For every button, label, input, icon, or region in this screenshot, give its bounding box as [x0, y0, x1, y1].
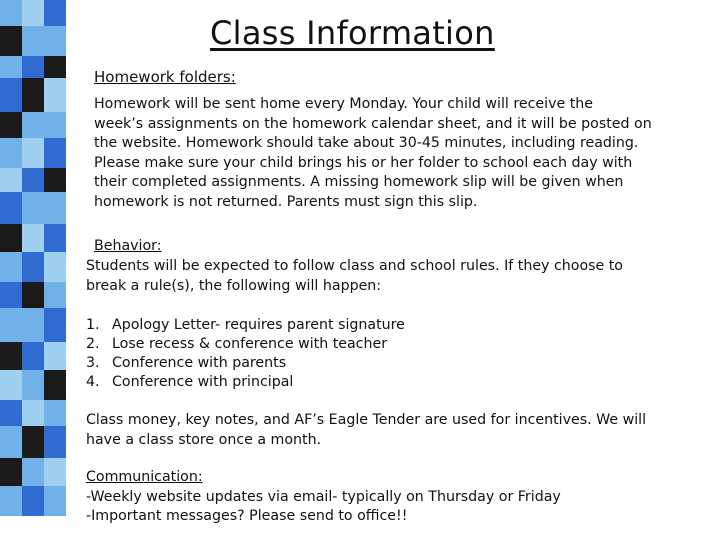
- strip-block: [22, 224, 44, 252]
- strip-block: [22, 486, 44, 516]
- strip-block: [44, 78, 66, 112]
- strip-block: [44, 458, 66, 486]
- strip-block: [0, 192, 22, 224]
- behavior-line: Students will be expected to follow class and school rules. If they choose to: [86, 258, 623, 274]
- behavior-heading: Behavior:: [94, 238, 162, 254]
- strip-block: [44, 56, 66, 78]
- homework-line: homework is not returned. Parents must sign this slip.: [94, 193, 478, 210]
- strip-block: [0, 56, 22, 78]
- homework-heading: Homework folders:: [94, 68, 236, 86]
- strip-block: [22, 78, 44, 112]
- consequences-list: [86, 316, 405, 392]
- strip-block: [44, 168, 66, 192]
- strip-block: [22, 426, 44, 458]
- strip-block: [0, 486, 22, 516]
- strip-block: [44, 400, 66, 426]
- strip-block: [22, 308, 44, 342]
- homework-line: week’s assignments on the homework calendar sheet, and it will be posted on: [94, 115, 652, 132]
- strip-block: [22, 252, 44, 282]
- strip-block: [44, 224, 66, 252]
- list-number: 4.: [86, 374, 100, 390]
- communication-line: -Important messages? Please send to office!!: [86, 508, 408, 524]
- homework-line: the website. Homework should take about 30-45 minutes, including reading.: [94, 135, 639, 151]
- strip-block: [0, 224, 22, 252]
- strip-block: [0, 400, 22, 426]
- communication-line: -Weekly website updates via email- typically on Thursday or Friday: [86, 488, 561, 505]
- strip-block: [22, 370, 44, 400]
- strip-block: [0, 112, 22, 138]
- list-item: [86, 316, 405, 335]
- strip-block: [44, 426, 66, 458]
- list-item-text: Lose recess & conference with teacher: [112, 336, 388, 352]
- strip-block: [0, 78, 22, 112]
- strip-block: [22, 400, 44, 426]
- strip-block: [0, 282, 22, 308]
- strip-block: [22, 0, 44, 26]
- strip-block: [44, 342, 66, 370]
- strip-block: [0, 0, 22, 26]
- page-title: Class Information: [210, 14, 495, 52]
- behavior-line: break a rule(s), the following will happen:: [86, 277, 382, 294]
- list-item-text: Conference with parents: [112, 355, 287, 371]
- strip-block: [44, 282, 66, 308]
- list-item: [86, 354, 405, 373]
- strip-block: [0, 168, 22, 192]
- homework-line: Please make sure your child brings his or her folder to school each day with: [94, 154, 633, 171]
- incentives-line: Class money, key notes, and AF’s Eagle Tender are used for incentives. We will: [86, 412, 647, 428]
- incentives-line: have a class store once a month.: [86, 431, 322, 448]
- strip-block: [44, 26, 66, 56]
- strip-block: [0, 26, 22, 56]
- strip-block: [22, 112, 44, 138]
- strip-block: [22, 192, 44, 224]
- decorative-color-strip: [0, 0, 66, 540]
- list-number: 2.: [86, 336, 100, 352]
- strip-block: [44, 112, 66, 138]
- homework-line: Homework will be sent home every Monday. Your child will receive the: [94, 96, 593, 112]
- strip-block: [44, 192, 66, 224]
- strip-block: [44, 138, 66, 168]
- strip-block: [22, 342, 44, 370]
- strip-block: [44, 0, 66, 26]
- list-item-text: Conference with principal: [112, 374, 294, 390]
- strip-block: [0, 342, 22, 370]
- strip-block: [0, 370, 22, 400]
- strip-block: [0, 252, 22, 282]
- strip-block: [44, 308, 66, 342]
- strip-block: [0, 138, 22, 168]
- strip-block: [0, 458, 22, 486]
- list-number: 1.: [86, 317, 100, 333]
- strip-block: [44, 370, 66, 400]
- strip-block: [22, 138, 44, 168]
- homework-line: their completed assignments. A missing homework slip will be given when: [94, 174, 624, 190]
- strip-block: [22, 56, 44, 78]
- list-item: [86, 373, 405, 392]
- strip-block: [0, 426, 22, 458]
- strip-block: [44, 252, 66, 282]
- list-item: [86, 335, 405, 354]
- strip-block: [22, 168, 44, 192]
- strip-block: [0, 308, 22, 342]
- list-number: 3.: [86, 355, 100, 371]
- strip-block: [22, 458, 44, 486]
- strip-block: [22, 282, 44, 308]
- communication-heading: Communication:: [86, 469, 203, 485]
- strip-block: [22, 26, 44, 56]
- list-item-text: Apology Letter- requires parent signature: [112, 317, 405, 333]
- strip-block: [44, 486, 66, 516]
